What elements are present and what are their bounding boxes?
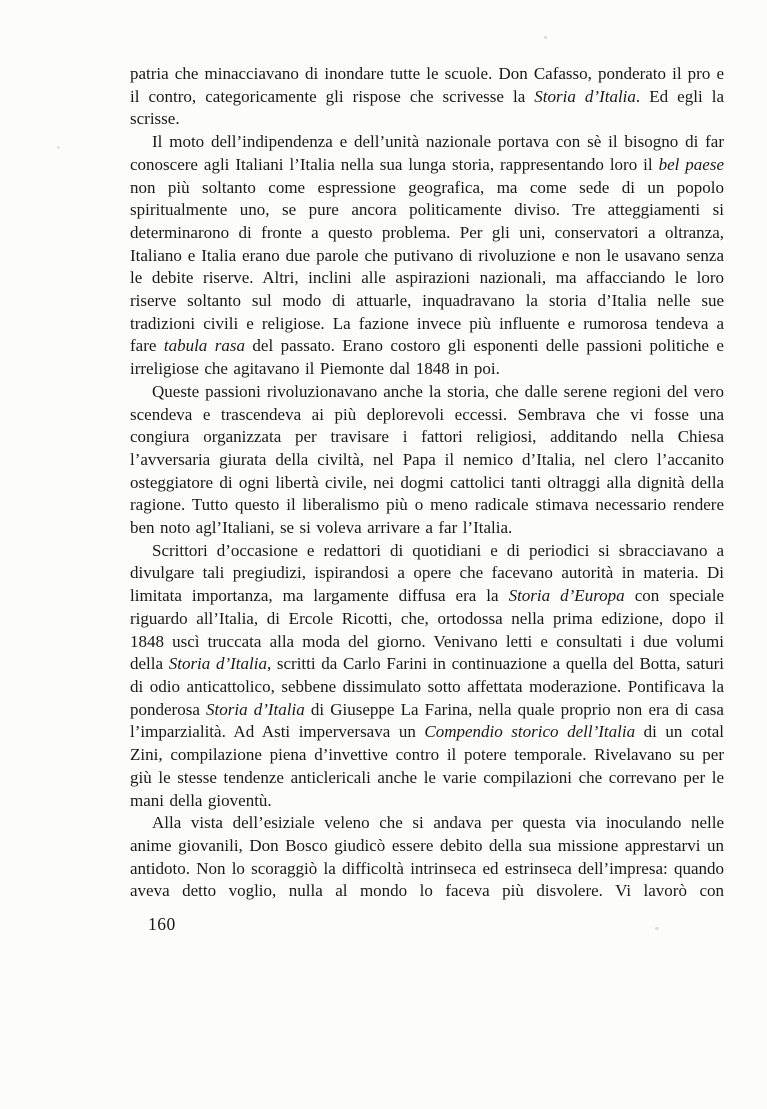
- text-run: patria che minacciavano di inondare tutte le scuole. Don Cafasso, ponderato il pro e il contro, categoricamente gli rispose che scrivesse la: [130, 64, 724, 106]
- text-run: con speciale riguardo all’Italia, di Ercole Ricotti, che, ortodossa nella prima edizione, dopo il 1848 uscì truccata alla moda del giorno. Venivano letti e consultati i due volumi della: [130, 586, 724, 674]
- book-title-italic: tabula rasa: [163, 336, 245, 356]
- text-run: Queste passioni rivoluzionavano anche la storia, che dalle serene regioni del vero scendeva e trascendeva ai più deplorevoli eccessi. Sembrava che vi fosse una congiura organizzata per travisare i fattori religiosi, additando nella Chiesa l’avversaria giurata della civiltà, nel Papa il nemico d’Italia, nel clero l’accanito osteggiatore di ogni libertà civile, nei dogmi cattolici tanti oltraggi alla dignità della ragione. Tutto questo il liberalismo più o meno radicale stimava necessario rendere ben noto agl’Italiani, se si voleva arrivare a far l’Italia.: [130, 381, 724, 538]
- text-run: Alla vista dell’esiziale veleno che si andava per questa via inoculando nelle anime giovanili, Don Bosco giudicò essere debito della sua missione apprestarvi un antidoto. Non lo scoraggiò la difficoltà intrinseca ed estrinseca dell’impresa: quando aveva detto voglio, nulla al mondo lo faceva più disvolere. Vi lavorò con: [130, 813, 724, 901]
- text-run: non più soltanto come espressione geografica, ma come sede di un popolo spiritualmente uno, se pure ancora politicamente diviso. Tre atteggiamenti si determinarono di fronte a questo problema. Per gli uni, conservatori a oltranza, Italiano e Italia erano due parole che putivano di rivoluzione e non le usavano senza le debite riserve. Altri, inclini alle aspirazioni nazionali, ma affacciando le loro riserve soltanto sul modo di attuarle, inquadravano la storia d’Italia nelle sue tradizioni civili e religiose. La fazione invece più influente e rumorosa tendeva a fare: [130, 177, 724, 356]
- text-run: Il moto dell’indipendenza e dell’unità nazionale portava con sè il bisogno di far conoscere agli Italiani l’Italia nella sua lunga storia, rappresentando loro il: [130, 132, 724, 174]
- page-number: 160: [148, 914, 176, 934]
- book-title-italic: Storia d’Italia: [168, 654, 267, 674]
- book-title-italic: Storia d’Italia: [534, 86, 636, 106]
- paragraph: [130, 131, 724, 381]
- scan-speck: [57, 146, 60, 149]
- text-run: , scritti da Carlo Farini in continuazione a quella del Botta, saturi di odio anticattolico, sebbene dissimulato sotto affettata moderazione. Pontificava la ponderosa: [130, 654, 724, 719]
- text-run: del passato. Erano costoro gli esponenti delle passioni politiche e irreligiose che agitavano il Piemonte dal 1848 in poi.: [130, 336, 724, 379]
- book-title-italic: bel paese: [658, 154, 724, 174]
- text-run: di Giuseppe La Farina, nella quale proprio non era di casa l’imparzialità. Ad Asti imperversava un: [130, 699, 724, 742]
- paragraph: [130, 63, 724, 131]
- paragraph: [130, 812, 724, 903]
- book-title-italic: Storia d’Italia: [206, 699, 305, 719]
- page-text: [130, 63, 724, 903]
- scan-speck: [655, 927, 659, 930]
- paragraph: [130, 540, 724, 812]
- book-title-italic: Storia d’Europa: [508, 586, 625, 606]
- text-run: Scrittori d’occasione e redattori di quotidiani e di periodici si sbracciavano a divulgare tali pregiudizi, ispirandosi a opere che facevano autorità in materia. Di limitata importanza, ma largamente diffusa era la: [130, 540, 724, 606]
- book-title-italic: Compendio storico dell’Italia: [424, 722, 636, 742]
- scan-speck: [544, 36, 547, 39]
- paragraph: [130, 381, 724, 540]
- text-run: . Ed egli la scrisse.: [130, 86, 724, 129]
- text-run: di un cotal Zini, compilazione piena d’invettive contro il potere temporale. Rivelavano su per giù le stesse tendenze anticlericali anche le varie compilazioni che correvano per le mani della gioventù.: [130, 722, 724, 810]
